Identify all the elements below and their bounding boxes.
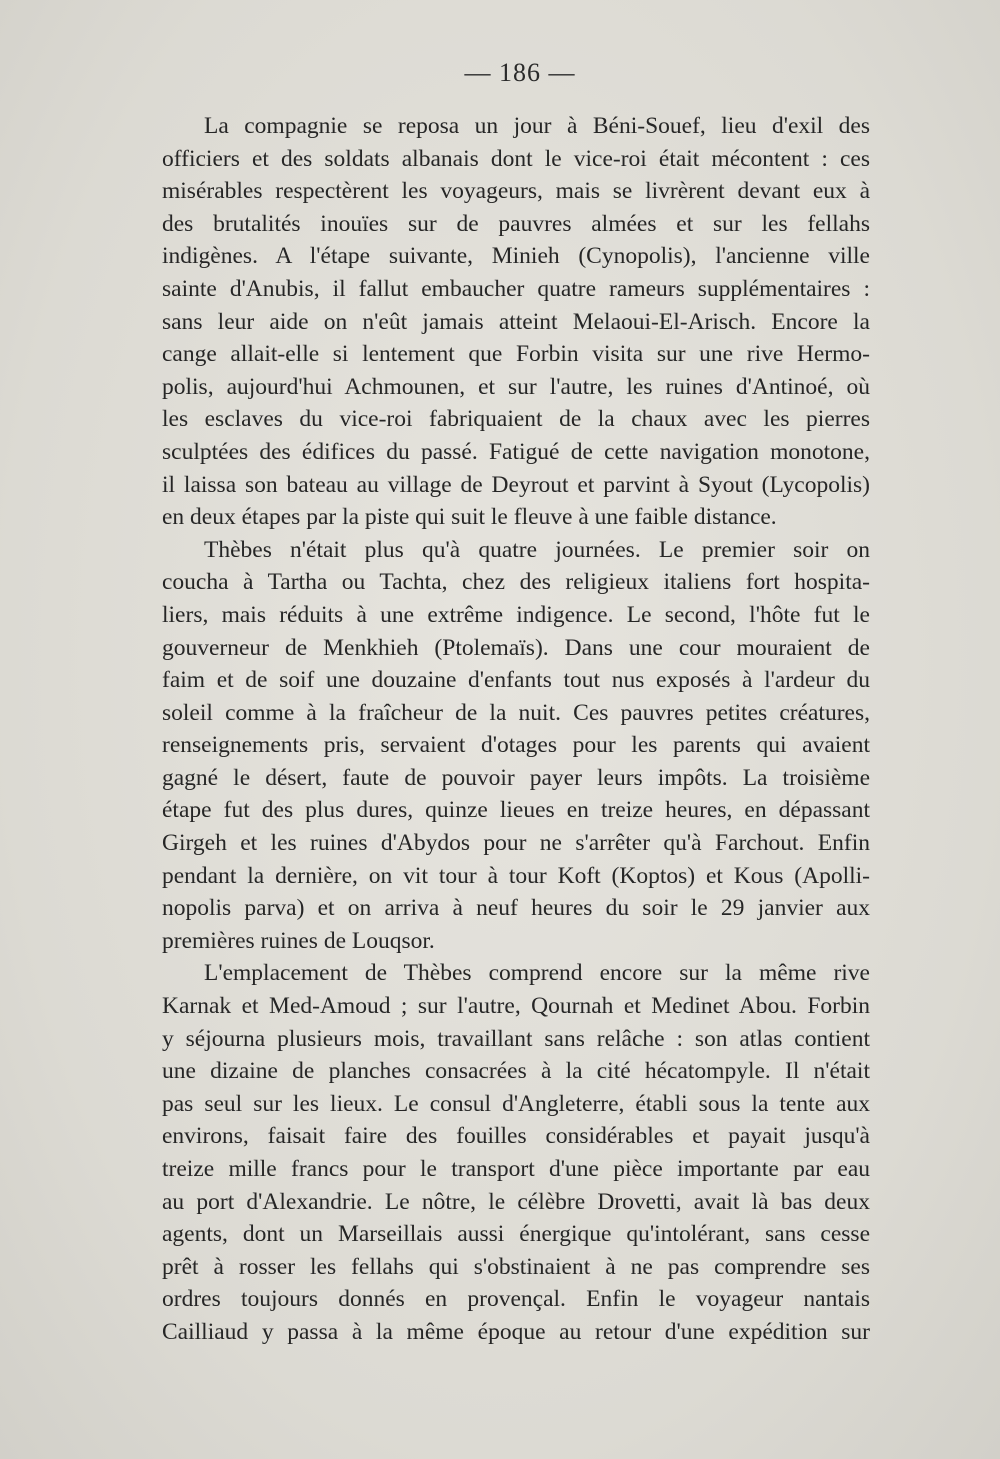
text-line: soleil comme à la fraîcheur de la nuit. Ces pauvres petites créatures, [162, 699, 870, 726]
text-line: coucha à Tartha ou Tachta, chez des religieux italiens fort hospita- [162, 569, 870, 596]
text-line: pas seul sur les lieux. Le consul d'Angleterre, établi sous la tente aux [162, 1090, 870, 1117]
text-line: sculptées des édifices du passé. Fatigué de cette navigation monotone, [162, 438, 870, 465]
text-line: gouverneur de Menkhieh (Ptolemaïs). Dans une cour mouraient de [162, 634, 870, 661]
text-line: ordres toujours donnés en provençal. Enfin le voyageur nantais [162, 1286, 870, 1313]
text-line: une dizaine de planches consacrées à la cité hécatompyle. Il n'était [162, 1058, 870, 1085]
text-line: officiers et des soldats albanais dont le vice-roi était mécontent : ces [162, 145, 870, 172]
text-line: liers, mais réduits à une extrême indigence. Le second, l'hôte fut le [162, 601, 870, 628]
paragraph-2 [162, 534, 870, 958]
text-line: Karnak et Med-Amoud ; sur l'autre, Qournah et Medinet Abou. Forbin [162, 993, 870, 1020]
body-text [162, 110, 870, 1349]
text-line: en deux étapes par la piste qui suit le fleuve à une faible distance. [162, 504, 777, 531]
paragraph-3 [162, 957, 870, 1348]
text-line: premières ruines de Louqsor. [162, 927, 435, 954]
text-line: au port d'Alexandrie. Le nôtre, le célèbre Drovetti, avait là bas deux [162, 1188, 870, 1215]
text-line: les esclaves du vice-roi fabriquaient de la chaux avec les pierres [162, 406, 870, 433]
text-line: sainte d'Anubis, il fallut embaucher quatre rameurs supplémentaires : [162, 275, 870, 302]
text-line: misérables respectèrent les voyageurs, mais se livrèrent devant eux à [162, 178, 870, 205]
text-line: indigènes. A l'étape suivante, Minieh (Cynopolis), l'ancienne ville [162, 243, 870, 270]
text-line: cange allait-elle si lentement que Forbin visita sur une rive Hermo- [162, 341, 870, 368]
text-line: polis, aujourd'hui Achmounen, et sur l'autre, les ruines d'Antinoé, où [162, 373, 870, 400]
paragraph-1 [162, 110, 870, 534]
text-line: des brutalités inouïes sur de pauvres almées et sur les fellahs [162, 210, 870, 237]
text-line: L'emplacement de Thèbes comprend encore sur la même rive [204, 960, 870, 987]
text-line: Cailliaud y passa à la même époque au retour d'une expédition sur [162, 1318, 870, 1345]
text-line: faim et de soif une douzaine d'enfants tout nus exposés à l'ardeur du [162, 667, 870, 694]
text-line: La compagnie se reposa un jour à Béni-Souef, lieu d'exil des [204, 113, 870, 139]
text-line: étape fut des plus dures, quinze lieues en treize heures, en dépassant [162, 797, 870, 824]
text-line: renseignements pris, servaient d'otages pour les parents qui avaient [162, 732, 870, 759]
text-line: environs, faisait faire des fouilles considérables et payait jusqu'à [162, 1123, 870, 1150]
text-line: Thèbes n'était plus qu'à quatre journées. Le premier soir on [204, 536, 870, 563]
text-line: sans leur aide on n'eût jamais atteint Melaoui-El-Arisch. Encore la [162, 308, 870, 335]
text-line: Girgeh et les ruines d'Abydos pour ne s'arrêter qu'à Farchout. Enfin [162, 830, 870, 857]
text-line: pendant la dernière, on vit tour à tour Koft (Koptos) et Kous (Apolli- [162, 862, 870, 889]
text-line: prêt à rosser les fellahs qui s'obstinaient à ne pas comprendre ses [162, 1253, 870, 1280]
text-line: agents, dont un Marseillais aussi énergique qu'intolérant, sans cesse [162, 1221, 870, 1248]
text-line: nopolis parva) et on arriva à neuf heures du soir le 29 janvier aux [162, 895, 870, 922]
text-line: y séjourna plusieurs mois, travaillant sans relâche : son atlas contient [162, 1025, 870, 1052]
page-number: — 186 — [464, 58, 576, 87]
text-line: il laissa son bateau au village de Deyrout et parvint à Syout (Lycopolis) [162, 471, 870, 498]
text-line: treize mille francs pour le transport d'une pièce importante par eau [162, 1156, 870, 1182]
text-line: gagné le désert, faute de pouvoir payer leurs impôts. La troisième [162, 764, 870, 791]
